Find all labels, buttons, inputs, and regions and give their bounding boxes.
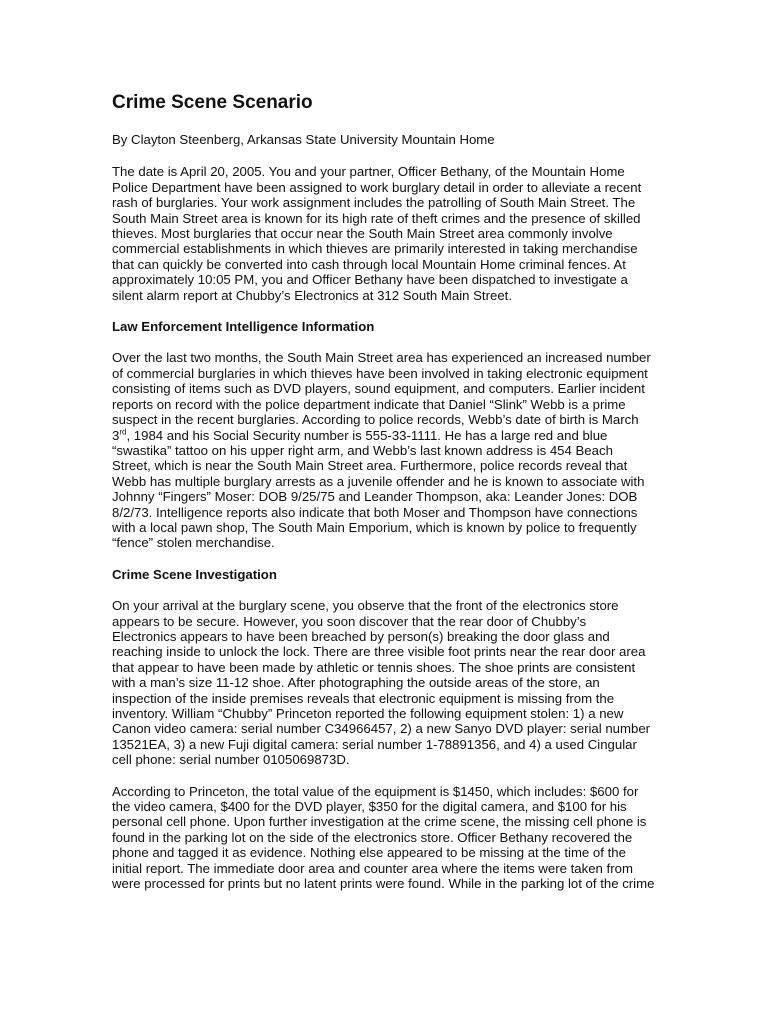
dob-ordinal-suffix: rd [119, 427, 127, 437]
intelligence-paragraph [112, 350, 660, 550]
document-page [112, 92, 660, 907]
text-line: thieves. Most burglaries that occur near the South Main Street area commonly involve [112, 226, 613, 242]
text-line: “fence” stolen merchandise. [112, 535, 275, 551]
text-line: initial report. The immediate door area and counter area where the items were taken from [112, 860, 633, 876]
dob-rest: , 1984 and his Social Security number is 555-33-1111. He has a large red and blue [126, 427, 608, 443]
text-line: Electronics appears to have been breached by person(s) breaking the door glass and [112, 628, 610, 644]
text-line: of commercial burglaries in which thieves have been involved in taking electronic equipment [112, 365, 648, 381]
text-line: with a man’s size 11-12 shoe. After photographing the outside areas of the store, an [112, 675, 600, 691]
crime-scene-paragraph [112, 598, 660, 767]
text-line: rash of burglaries. Your work assignment includes the patrolling of South Main Street. The [112, 195, 636, 211]
text-line: appears to be secure. However, you soon discover that the rear door of Chubby’s [112, 613, 587, 629]
text-line: with a local pawn shop, The South Main Emporium, which is known by police to frequently [112, 519, 637, 535]
text-line: consisting of items such as DVD players, sound equipment, and computers. Earlier incident [112, 381, 645, 397]
text-line: approximately 10:05 PM, you and Officer Bethany have been dispatched to investigate a [112, 272, 628, 288]
text-line: “swastika” tattoo on his upper right arm, and Webb’s last known address is 454 Beach [112, 442, 613, 458]
text-line: Street, which is near the South Main Street area. Furthermore, police records reveal that [112, 458, 628, 474]
text-line: reports on record with the police department indicate that Daniel “Slink” Webb is a prime [112, 396, 626, 412]
document-title: Crime Scene Scenario [112, 92, 313, 113]
section-heading-intelligence: Law Enforcement Intelligence Information [112, 319, 375, 335]
text-line: Over the last two months, the South Main Street area has experienced an increased number [112, 350, 651, 366]
text-line: that appear to have been made by athletic or tennis shoes. The shoe prints are consistent [112, 659, 636, 675]
text-line: The date is April 20, 2005. You and your partner, Officer Bethany, of the Mountain Home [112, 164, 625, 180]
document-byline: By Clayton Steenberg, Arkansas State University Mountain Home [112, 132, 495, 147]
text-line: personal cell phone. Upon further investigation at the crime scene, the missing cell phone is [112, 814, 647, 830]
text-line: commercial establishments in which thieves are primarily interested in taking merchandise [112, 241, 638, 257]
text-line: Johnny “Fingers” Moser: DOB 9/25/75 and Leander Thompson, aka: Leander Jones: DOB [112, 489, 638, 505]
text-line: were processed for prints but no latent prints were found. While in the parking lot of the crime [112, 876, 655, 892]
text-line: phone and tagged it as evidence. Nothing else appeared to be missing at the time of the [112, 845, 626, 861]
text-line: inspection of the inside premises reveals that electronic equipment is missing from the [112, 690, 615, 706]
text-line: suspect in the recent burglaries. According to police records, Webb’s date of birth is March [112, 412, 639, 428]
text-line: silent alarm report at Chubby’s Electronics at 312 South Main Street. [112, 287, 512, 303]
text-line: 8/2/73. Intelligence reports also indicate that both Moser and Thompson have connections [112, 504, 638, 520]
text-line: 13521EA, 3) a new Fuji digital camera: serial number 1-78891356, and 4) a used Cingular [112, 736, 637, 752]
text-line: On your arrival at the burglary scene, you observe that the front of the electronics store [112, 598, 619, 614]
text-line: the video camera, $400 for the DVD player, $350 for the digital camera, and $100 for his [112, 799, 627, 815]
text-line: Canon video camera: serial number C34966457, 2) a new Sanyo DVD player: serial number [112, 721, 651, 737]
text-line: Police Department have been assigned to work burglary detail in order to alleviate a recent [112, 179, 642, 195]
intro-paragraph [112, 164, 660, 303]
text-line: According to Princeton, the total value of the equipment is $1450, which includes: $600 for [112, 783, 639, 799]
text-line: reaching inside to unlock the lock. There are three visible foot prints near the rear door area [112, 644, 646, 660]
text-line: inventory. William “Chubby” Princeton reported the following equipment stolen: 1) a new [112, 706, 624, 721]
text-line: Webb has multiple burglary arrests as a juvenile offender and he is known to associate with [112, 473, 645, 489]
section-heading-crime-scene: Crime Scene Investigation [112, 566, 277, 582]
text-line: found in the parking lot on the side of the electronics store. Officer Bethany recovered the [112, 829, 633, 845]
valuation-paragraph [112, 784, 660, 892]
text-line-dob [112, 428, 660, 443]
text-line: cell phone: serial number 0105069873D. [112, 752, 350, 768]
text-line: that can quickly be converted into cash through local Mountain Home criminal fences. At [112, 256, 626, 272]
dob-day: 3 [112, 427, 120, 443]
text-line: South Main Street area is known for its high rate of theft crimes and the presence of skilled [112, 210, 641, 226]
